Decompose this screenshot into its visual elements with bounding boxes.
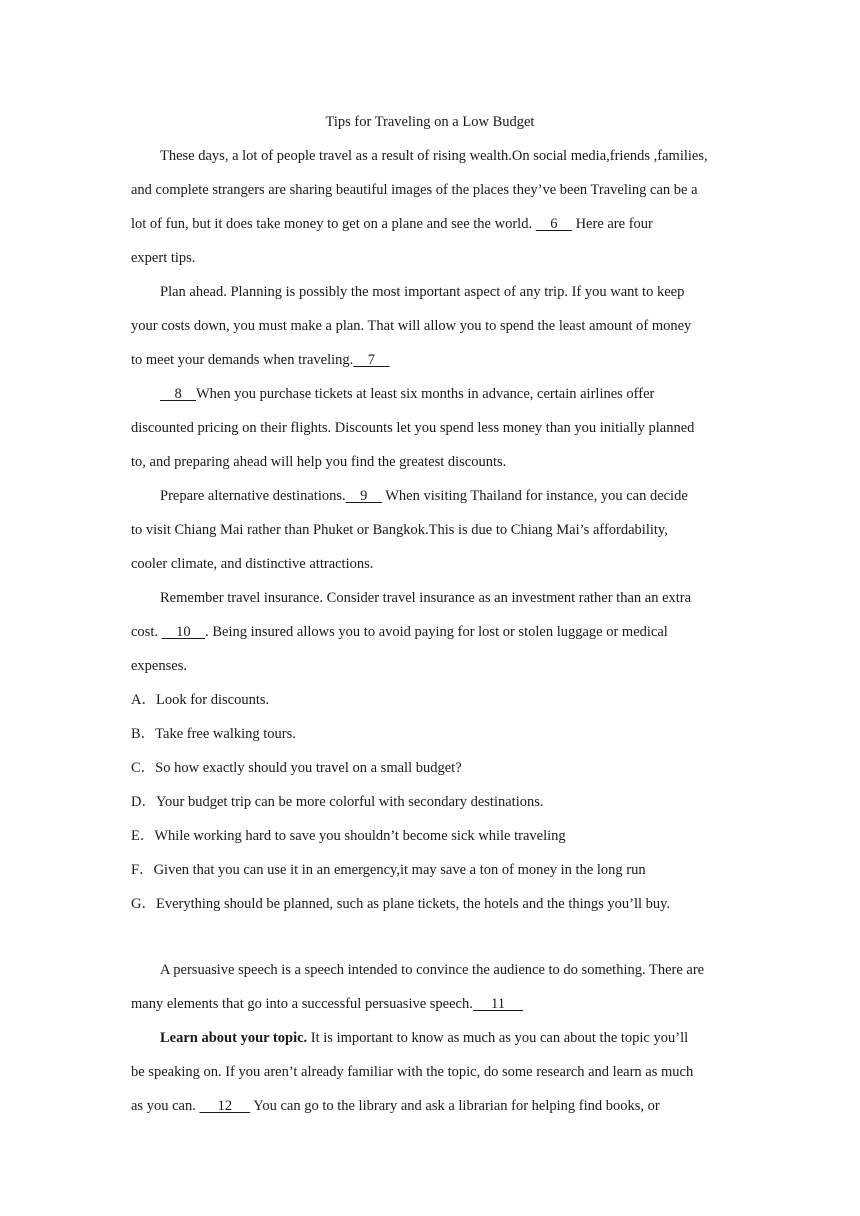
option-d: D．Your budget trip can be more colorful with secondary destinations. (131, 794, 544, 810)
p3-line-3: to, and preparing ahead will help you find the greatest discounts. (131, 454, 507, 470)
p5-line-2-text: cost. (131, 624, 158, 640)
p2-line-3 (131, 350, 390, 370)
blank-12: 12 (199, 1098, 251, 1114)
p6-line-2-text: many elements that go into a successful persuasive speech. (131, 996, 473, 1012)
p7-line-3-tail: You can go to the library and ask a librarian for helping find books, or (253, 1098, 660, 1114)
option-f: F．Given that you can use it in an emergency,it may save a ton of money in the long run (131, 862, 646, 878)
p1-line-3-text: lot of fun, but it does take money to get on a plane and see the world. (131, 216, 533, 232)
blank-11: 11 (472, 996, 524, 1012)
p7-line-1-text: It is important to know as much as you can about the topic you’ll (307, 1030, 689, 1046)
p2-line-2: your costs down, you must make a plan. That will allow you to spend the least amount of money (131, 318, 692, 334)
p1-line-3 (131, 214, 653, 234)
p5-line-1: Remember travel insurance. Consider travel insurance as an investment rather than an extra (160, 590, 692, 606)
p7-line-3 (131, 1096, 660, 1116)
p7-line-2: be speaking on. If you aren’t already familiar with the topic, do some research and learn as much (131, 1064, 694, 1080)
p7-line-3-text: as you can. (131, 1098, 196, 1114)
p7-heading: Learn about your topic. (160, 1030, 308, 1046)
p4-line-1-tail: When visiting Thailand for instance, you can decide (385, 488, 688, 504)
option-c: C．So how exactly should you travel on a small budget? (131, 760, 462, 776)
p3-line-1-text: When you purchase tickets at least six months in advance, certain airlines offer (196, 386, 655, 402)
p4-line-1-text: Prepare alternative destinations. (160, 488, 346, 504)
p2-line-1: Plan ahead. Planning is possibly the most important aspect of any trip. If you want to keep (160, 284, 685, 300)
p1-line-2: and complete strangers are sharing beautiful images of the places they’ve been Traveling can be a (131, 182, 698, 198)
option-a: A．Look for discounts. (131, 692, 270, 708)
p1-line-3-tail: Here are four (575, 216, 653, 232)
p5-line-3: expenses. (131, 658, 187, 674)
option-e: E．While working hard to save you shouldn’t become sick while traveling (131, 828, 566, 844)
p4-line-2: to visit Chiang Mai rather than Phuket or Bangkok.This is due to Chiang Mai’s affordability, (131, 522, 668, 538)
p6-line-1: A persuasive speech is a speech intended to convince the audience to do something. There are (160, 962, 705, 978)
p5-line-2 (131, 622, 668, 642)
p1-line-1: These days, a lot of people travel as a result of rising wealth.On social media,friends ,families, (160, 148, 708, 164)
p5-line-2-tail: . Being insured allows you to avoid paying for lost or stolen luggage or medical (205, 624, 668, 640)
blank-9: 9 (345, 488, 382, 504)
p4-line-3: cooler climate, and distinctive attractions. (131, 556, 374, 572)
p3-line-2: discounted pricing on their flights. Discounts let you spend less money than you initially planned (131, 420, 695, 436)
passage-title: Tips for Traveling on a Low Budget (325, 114, 535, 130)
blank-10: 10 (161, 624, 206, 640)
p4-line-1 (160, 486, 688, 506)
p1-line-4: expert tips. (131, 250, 196, 266)
option-g: G．Everything should be planned, such as plane tickets, the hotels and the things you’ll buy. (131, 896, 671, 912)
blank-8: 8 (160, 386, 196, 402)
blank-6: 6 (535, 216, 572, 232)
option-b: B．Take free walking tours. (131, 726, 296, 742)
p3-line-1 (160, 384, 654, 404)
blank-7: 7 (353, 352, 390, 368)
p6-line-2 (131, 994, 523, 1014)
p2-line-3-text: to meet your demands when traveling. (131, 352, 354, 368)
p7-line-1 (160, 1028, 688, 1048)
